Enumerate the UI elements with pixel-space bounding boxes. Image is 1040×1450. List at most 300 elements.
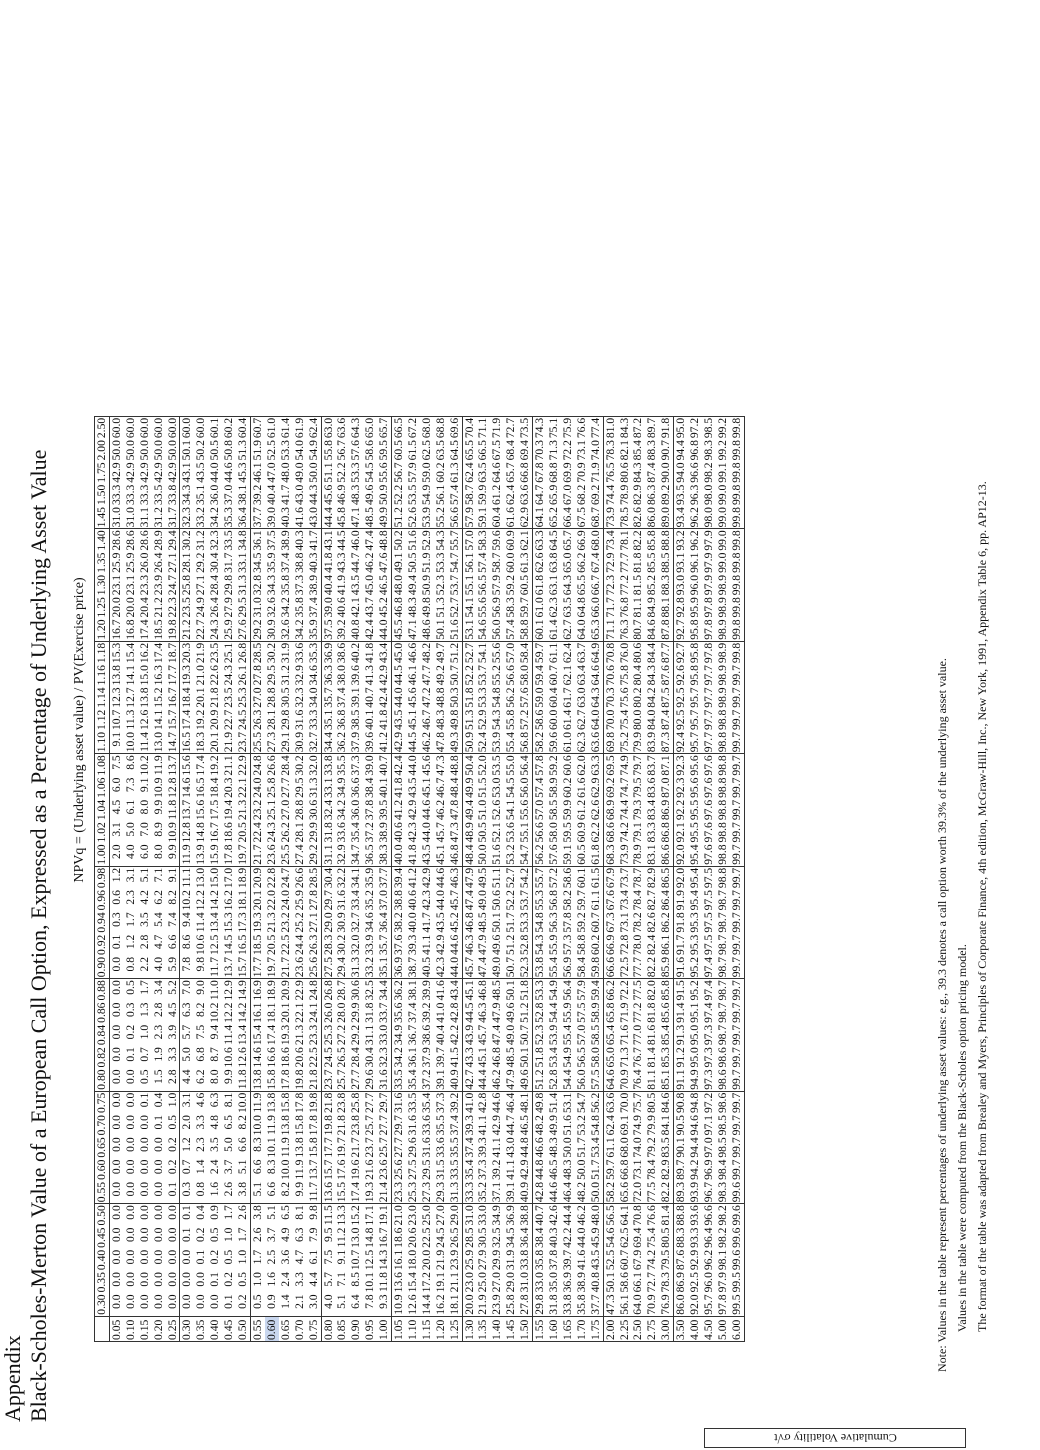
table-cell: 52.3 — [533, 1024, 547, 1046]
table-cell: 98.9 — [715, 574, 729, 596]
table-cell: 39.2 — [419, 1002, 433, 1023]
table-cell: 34.2 — [208, 507, 222, 528]
table-cell: 0.5 — [123, 980, 137, 995]
table-cell: 99.8 — [729, 462, 743, 483]
table-cell: 72.7 — [645, 1272, 659, 1293]
table-cell: 0.7 — [137, 1047, 151, 1062]
table-cell: 86.6 — [659, 844, 673, 865]
table-cell: 44.6 — [222, 462, 236, 483]
table-cell: 35.7 — [377, 934, 391, 955]
table-cell: 68.4 — [504, 440, 518, 461]
table-row — [279, 416, 293, 1341]
table-cell: 23.7 — [363, 1137, 377, 1158]
table-cell: 42.9 — [151, 462, 165, 483]
table-cell: 72.5 — [617, 956, 631, 978]
table-cell: 99.7 — [729, 1115, 743, 1136]
table-cell: 76.7 — [631, 1047, 645, 1068]
table-cell: 60.0 — [137, 417, 151, 439]
table-cell: 5.7 — [321, 1271, 335, 1293]
table-cell: 18.6 — [392, 1227, 406, 1248]
table-cell: 26.8 — [321, 980, 335, 1001]
table-cell: 9.3 — [377, 1294, 391, 1309]
table-cell: 80.2 — [631, 687, 645, 708]
table-cell: 60.2 — [560, 777, 574, 798]
table-cell: 98.9 — [715, 687, 729, 708]
table-cell: 51.3 — [433, 597, 447, 618]
table-cell: 73.1 — [617, 912, 631, 933]
table-cell: 36.3 — [321, 665, 335, 686]
table-cell: 59.1 — [560, 844, 574, 865]
table-row — [349, 416, 363, 1341]
table-cell: 26.4 — [208, 597, 222, 618]
table-cell: 78.4 — [645, 1159, 659, 1180]
table-cell: 28.9 — [151, 530, 165, 551]
table-cell: 3.4 — [151, 980, 165, 995]
table-cell: 96.0 — [701, 1272, 715, 1293]
table-cell: 16.9 — [250, 980, 264, 1001]
table-cell: 48.0 — [588, 1205, 602, 1226]
table-cell: 44.6 — [433, 867, 447, 889]
table-cell: 38.9 — [306, 574, 320, 596]
table-cell: 46.4 — [560, 1181, 574, 1203]
table-cell: 46.6 — [533, 1137, 547, 1158]
table-cell: 50.8 — [222, 440, 236, 461]
table-cell: 67.8 — [533, 462, 547, 483]
table-cell: 58.9 — [547, 777, 560, 798]
table-cell: 3.1 — [109, 822, 123, 837]
table-cell: 0.0 — [123, 1137, 137, 1152]
table-cell: 51.2 — [447, 642, 461, 664]
table-cell: 55.1 — [518, 822, 532, 843]
table-cell: 79.1 — [631, 822, 645, 843]
table-cell: 40.0 — [392, 844, 406, 865]
table-cell: 51.7 — [574, 1137, 588, 1158]
table-cell: 0.0 — [109, 1249, 123, 1265]
table-cell: 29.2 — [194, 552, 208, 573]
table-cell: 49.0 — [504, 1024, 518, 1046]
table-cell: 10.6 — [194, 934, 208, 955]
table-cell: 55.4 — [504, 731, 518, 753]
table-cell: 35.3 — [222, 507, 236, 528]
table-cell: 91.3 — [674, 1024, 688, 1046]
table-cell: 80.5 — [645, 1092, 659, 1114]
table-cell: 52.4 — [476, 731, 490, 753]
table-cell: 71.1 — [603, 619, 617, 640]
table-cell: 35.1 — [194, 484, 208, 506]
table-cell: 47.1 — [349, 507, 363, 528]
table-cell: 28.4 — [349, 1047, 363, 1068]
table-cell: 23.9 — [447, 1249, 461, 1271]
table-row — [618, 416, 632, 1341]
table-cell: 97.9 — [715, 1272, 729, 1293]
table-cell: 28.4 — [278, 755, 292, 776]
table-cell: 10.7 — [349, 1249, 363, 1271]
table-cell: 26.0 — [321, 1002, 335, 1023]
table-cell: 21.4 — [377, 1181, 391, 1203]
table-cell: 38.6 — [419, 1024, 433, 1046]
table-cell: 57.9 — [462, 507, 476, 528]
column-header: 0.40 — [95, 1249, 108, 1271]
table-cell: 71.6 — [617, 1024, 631, 1046]
table-cell: 34.5 — [504, 1227, 518, 1248]
table-cell: 65.7 — [560, 530, 574, 551]
column-header: 0.94 — [95, 912, 108, 933]
table-cell: 4.7 — [151, 934, 165, 950]
table-cell: 36.2 — [392, 980, 406, 1001]
table-cell: 50.5 — [405, 552, 419, 573]
table-cell: 41.1 — [504, 1159, 518, 1180]
table-cell: 43.1 — [321, 530, 335, 551]
table-cell: 53.7 — [447, 574, 461, 596]
table-cell: 89.0 — [659, 507, 673, 528]
table-cell: 50.0 — [165, 440, 179, 461]
table-cell: 33.6 — [335, 822, 349, 843]
table-cell: 33.8 — [560, 1294, 574, 1315]
table-cell: 66.6 — [603, 956, 617, 978]
table-cell: 71.3 — [617, 1047, 631, 1068]
table-cell: 34.2 — [278, 597, 292, 618]
table-cell: 0.0 — [109, 1294, 123, 1309]
table-cell: 31.2 — [194, 530, 208, 551]
table-cell: 5.0 — [180, 1046, 194, 1068]
table-cell: 53.5 — [490, 755, 504, 776]
table-cell: 17.7 — [165, 665, 179, 686]
table-cell: 6.3 — [208, 1092, 222, 1108]
table-cell: 69.9 — [560, 462, 574, 483]
table-cell: 91.9 — [674, 890, 688, 911]
table-cell: 44.4 — [321, 507, 335, 528]
table-cell: 18.6 — [222, 822, 236, 843]
table-cell: 6.6 — [265, 1181, 279, 1204]
table-cell: 33.5 — [405, 1092, 419, 1114]
table-cell: 23.5 — [180, 597, 194, 618]
table-cell: 54.3 — [490, 709, 504, 730]
table-cell: 99.0 — [715, 530, 729, 551]
table-cell: 14.8 — [363, 1227, 377, 1248]
table-cell: 0.8 — [124, 956, 138, 979]
table-cell: 93.2 — [674, 530, 688, 551]
table-cell: 85.5 — [645, 552, 659, 573]
table-cell: 19.7 — [335, 1137, 349, 1158]
row-header: 0.75 — [307, 1316, 321, 1341]
table-cell: 37.1 — [490, 1181, 504, 1203]
table-cell: 34.4 — [377, 980, 391, 1001]
table-cell: 29.5 — [419, 1159, 433, 1180]
table-cell: 99.8 — [729, 597, 743, 618]
table-cell: 26.1 — [236, 665, 250, 686]
table-cell: 97.8 — [701, 642, 715, 664]
table-cell: 26.0 — [137, 552, 151, 573]
table-cell: 66.5 — [476, 440, 490, 461]
table-cell: 87.1 — [659, 755, 673, 776]
table-cell: 52.9 — [419, 530, 433, 551]
table-cell: 58.2 — [560, 890, 574, 911]
table-cell: 99.0 — [715, 484, 729, 506]
table-cell: 58.2 — [533, 731, 547, 753]
table-cell: 80.0 — [631, 709, 645, 730]
table-cell: 13.7 — [180, 799, 194, 821]
table-cell: 44.5 — [405, 731, 419, 753]
table-cell: 92.8 — [674, 597, 688, 618]
table-cell: 98.5 — [715, 1115, 729, 1136]
table-cell: 25.0 — [476, 1272, 490, 1293]
table-cell: 78.3 — [659, 1272, 673, 1293]
table-cell: 28.8 — [264, 687, 278, 708]
table-cell: 97.4 — [701, 956, 715, 978]
table-cell: 0.0 — [151, 1249, 165, 1265]
table-cell: 87.7 — [659, 642, 673, 664]
table-cell: 3.8 — [236, 1181, 250, 1204]
table-cell: 20.5 — [264, 934, 278, 955]
table-cell: 1.7 — [222, 1205, 236, 1220]
table-cell: 7.1 — [335, 1272, 349, 1287]
table-cell: 60.0 — [504, 552, 518, 573]
table-cell: 0.0 — [152, 1181, 166, 1204]
table-cell: 50.9 — [462, 731, 476, 753]
table-cell: 0.5 — [208, 1227, 222, 1243]
table-cell: 99.7 — [729, 1137, 743, 1158]
table-cell: 95.4 — [688, 844, 702, 865]
table-cell: 55.9 — [547, 934, 560, 955]
column-header: 0.75 — [95, 1092, 108, 1114]
table-cell: 98.8 — [715, 777, 729, 798]
row-header: 0.35 — [194, 1316, 208, 1341]
table-cell: 95.8 — [688, 665, 702, 686]
table-cell: 11.3 — [123, 709, 137, 730]
table-cell: 41.7 — [306, 530, 320, 551]
table-cell: 9.8 — [306, 1205, 320, 1220]
table-cell: 98.9 — [715, 597, 729, 618]
table-cell: 61.5 — [405, 440, 419, 461]
table-cell: 79.2 — [645, 1137, 659, 1158]
table-cell: 50.1 — [518, 1047, 532, 1068]
table-cell: 56.5 — [476, 574, 490, 596]
table-cell: 31.0 — [123, 507, 137, 528]
table-cell: 28.6 — [123, 530, 137, 551]
table-cell: 16.2 — [222, 890, 236, 911]
table-cell: 94.6 — [688, 1115, 702, 1136]
table-cell: 49.6 — [504, 1002, 518, 1023]
table-cell: 58.7 — [462, 484, 476, 506]
table-cell: 53.3 — [278, 440, 292, 461]
table-cell: 62.4 — [462, 462, 476, 483]
table-cell: 13.7 — [306, 1159, 320, 1180]
table-cell: 70.0 — [617, 1092, 631, 1114]
table-cell: 49.6 — [490, 934, 504, 955]
table-cell: 0.4 — [194, 1205, 208, 1220]
table-cell: 13.6 — [392, 1272, 406, 1293]
table-cell: 96.6 — [701, 1205, 715, 1226]
table-cell: 54.8 — [588, 1115, 602, 1136]
table-cell: 53.3 — [476, 687, 490, 708]
table-cell: 20.9 — [250, 867, 264, 889]
table-cell: 3.5 — [208, 1137, 222, 1152]
table-cell: 3.0 — [306, 1294, 320, 1309]
table-cell: 57.0 — [574, 1024, 588, 1046]
option-value-table — [94, 416, 745, 1342]
table-cell: 95.5 — [688, 822, 702, 843]
table-cell: 97.5 — [701, 890, 715, 911]
table-cell: 53.9 — [547, 1024, 560, 1046]
table-cell: 2.8 — [137, 934, 151, 950]
table-cell: 15.6 — [194, 799, 208, 821]
table-cell: 22.5 — [306, 1047, 320, 1068]
table-cell: 98.7 — [715, 890, 729, 911]
table-cell: 65.7 — [377, 417, 391, 439]
table-cell: 59.2 — [574, 912, 588, 933]
table-cell: 31.5 — [433, 1159, 447, 1180]
table-cell: 53.4 — [547, 1047, 560, 1068]
table-cell: 99.7 — [729, 867, 743, 889]
table-cell: 42.9 — [405, 799, 419, 821]
table-cell: 9.9 — [293, 1181, 307, 1204]
table-cell: 0.1 — [180, 1204, 194, 1227]
table-cell: 10.9 — [392, 1294, 406, 1315]
table-cell: 99.7 — [729, 1024, 743, 1046]
table-cell: 52.3 — [433, 574, 447, 596]
table-cell: 1.3 — [137, 1002, 151, 1018]
table-cell: 58.3 — [476, 530, 490, 551]
table-cell: 84.6 — [659, 1092, 673, 1114]
table-cell: 98.9 — [715, 665, 729, 686]
table-cell: 34.8 — [236, 530, 250, 551]
table-cell: 49.9 — [547, 1115, 560, 1136]
table-cell: 59.7 — [603, 1159, 617, 1180]
table-cell: 32.9 — [292, 665, 306, 686]
table-cell: 30.5 — [476, 1227, 490, 1248]
table-cell: 8.6 — [123, 755, 137, 770]
table-cell: 66.9 — [603, 934, 617, 955]
table-cell: 13.3 — [335, 1205, 349, 1226]
table-cell: 66.7 — [588, 574, 602, 596]
table-cell: 97.9 — [701, 530, 715, 551]
table-cell: 51.3 — [236, 440, 250, 461]
table-cell: 11.9 — [151, 755, 165, 776]
column-header: 0.45 — [95, 1227, 108, 1248]
table-cell: 7.9 — [306, 1227, 320, 1243]
table-row — [166, 416, 180, 1341]
table-cell: 95.7 — [688, 709, 702, 730]
table-cell: 46.3 — [447, 867, 461, 889]
table-cell: 59.6 — [490, 530, 504, 551]
table-cell: 23.3 — [392, 1181, 406, 1203]
table-cell: 79.3 — [631, 799, 645, 821]
table-cell: 83.7 — [645, 755, 659, 776]
table-body — [109, 416, 744, 1341]
table-cell: 54.8 — [533, 912, 547, 933]
table-row — [406, 416, 420, 1341]
table-cell: 0.8 — [194, 1181, 208, 1204]
table-cell: 17.0 — [222, 867, 236, 889]
table-cell: 45.1 — [433, 844, 447, 865]
column-header: 0.35 — [95, 1272, 108, 1293]
column-header: 1.16 — [95, 665, 108, 686]
table-cell: 27.7 — [377, 1115, 391, 1136]
table-cell: 0.0 — [137, 1159, 151, 1175]
table-cell: 56.0 — [574, 1069, 588, 1090]
table-cell: 74.0 — [631, 1137, 645, 1158]
table-cell: 56.1 — [462, 552, 476, 573]
table-row — [504, 416, 518, 1341]
table-cell: 50.7 — [447, 665, 461, 686]
table-cell: 50.1 — [603, 1272, 617, 1293]
table-cell: 96.1 — [688, 552, 702, 573]
header-corner — [95, 1316, 110, 1341]
table-cell: 18.0 — [405, 1249, 419, 1271]
table-cell: 13.8 — [250, 1069, 264, 1090]
table-cell: 4.0 — [124, 843, 138, 866]
table-cell: 62.9 — [518, 507, 532, 528]
table-cell: 55.7 — [533, 867, 547, 889]
table-cell: 33.2 — [363, 956, 377, 978]
table-cell: 99.6 — [729, 1181, 743, 1203]
table-cell: 73.5 — [518, 417, 532, 439]
table-cell: 23.5 — [208, 642, 222, 664]
table-cell: 27.6 — [236, 619, 250, 640]
table-cell: 50.0 — [123, 440, 137, 461]
table-cell: 87.6 — [674, 1249, 688, 1271]
table-cell: 77.5 — [645, 1181, 659, 1203]
table-cell: 31.3 — [447, 1181, 461, 1203]
table-cell: 70.9 — [645, 1294, 659, 1315]
table-cell: 35.6 — [392, 1002, 406, 1023]
table-cell: 36.9 — [392, 956, 406, 978]
table-cell: 25.0 — [419, 1205, 433, 1226]
table-cell: 27.0 — [278, 799, 292, 821]
table-cell: 32.5 — [490, 1227, 504, 1248]
table-row — [674, 416, 688, 1341]
table-cell: 56.4 — [560, 980, 574, 1001]
table-cell: 42.9 — [377, 665, 391, 686]
table-cell: 56.2 — [504, 687, 518, 708]
table-cell: 11.9 — [250, 1092, 264, 1113]
table-cell: 99.0 — [715, 552, 729, 573]
table-cell: 64.0 — [574, 619, 588, 640]
table-cell: 6.8 — [194, 1047, 208, 1062]
table-cell: 61.6 — [504, 507, 518, 528]
table-row — [688, 416, 702, 1341]
table-cell: 59.0 — [533, 687, 547, 708]
table-cell: 51.0 — [476, 799, 490, 821]
table-cell: 23.2 — [250, 799, 264, 821]
table-cell: 18.4 — [180, 687, 194, 708]
table-cell: 84.3 — [631, 462, 645, 483]
table-cell: 81.8 — [631, 552, 645, 573]
table-cell: 95.3 — [688, 912, 702, 933]
table-cell: 0.2 — [165, 1137, 179, 1152]
table-cell: 0.0 — [123, 1272, 137, 1287]
table-cell: 98.0 — [701, 507, 715, 528]
table-cell: 26.8 — [236, 642, 250, 664]
table-cell: 8.7 — [208, 1047, 222, 1062]
table-cell: 54.8 — [490, 687, 504, 708]
table-cell: 4.7 — [292, 1249, 306, 1265]
table-cell: 8.2 — [279, 1181, 293, 1204]
table-cell: 43.4 — [447, 980, 461, 1001]
table-cell: 37.0 — [377, 890, 391, 911]
table-cell: 63.6 — [518, 484, 532, 506]
table-cell: 14.5 — [222, 934, 236, 955]
table-cell: 68.2 — [574, 484, 588, 506]
table-cell: 82.4 — [645, 934, 659, 955]
appendix-heading: Appendix — [0, 1335, 25, 1422]
table-cell: 14.4 — [419, 1294, 433, 1315]
table-cell: 25.7 — [377, 1137, 391, 1158]
table-cell: 9.9 — [222, 1068, 236, 1091]
table-cell: 30.2 — [335, 934, 349, 955]
table-cell: 33.3 — [306, 709, 320, 730]
table-cell: 1.2 — [180, 1136, 194, 1158]
